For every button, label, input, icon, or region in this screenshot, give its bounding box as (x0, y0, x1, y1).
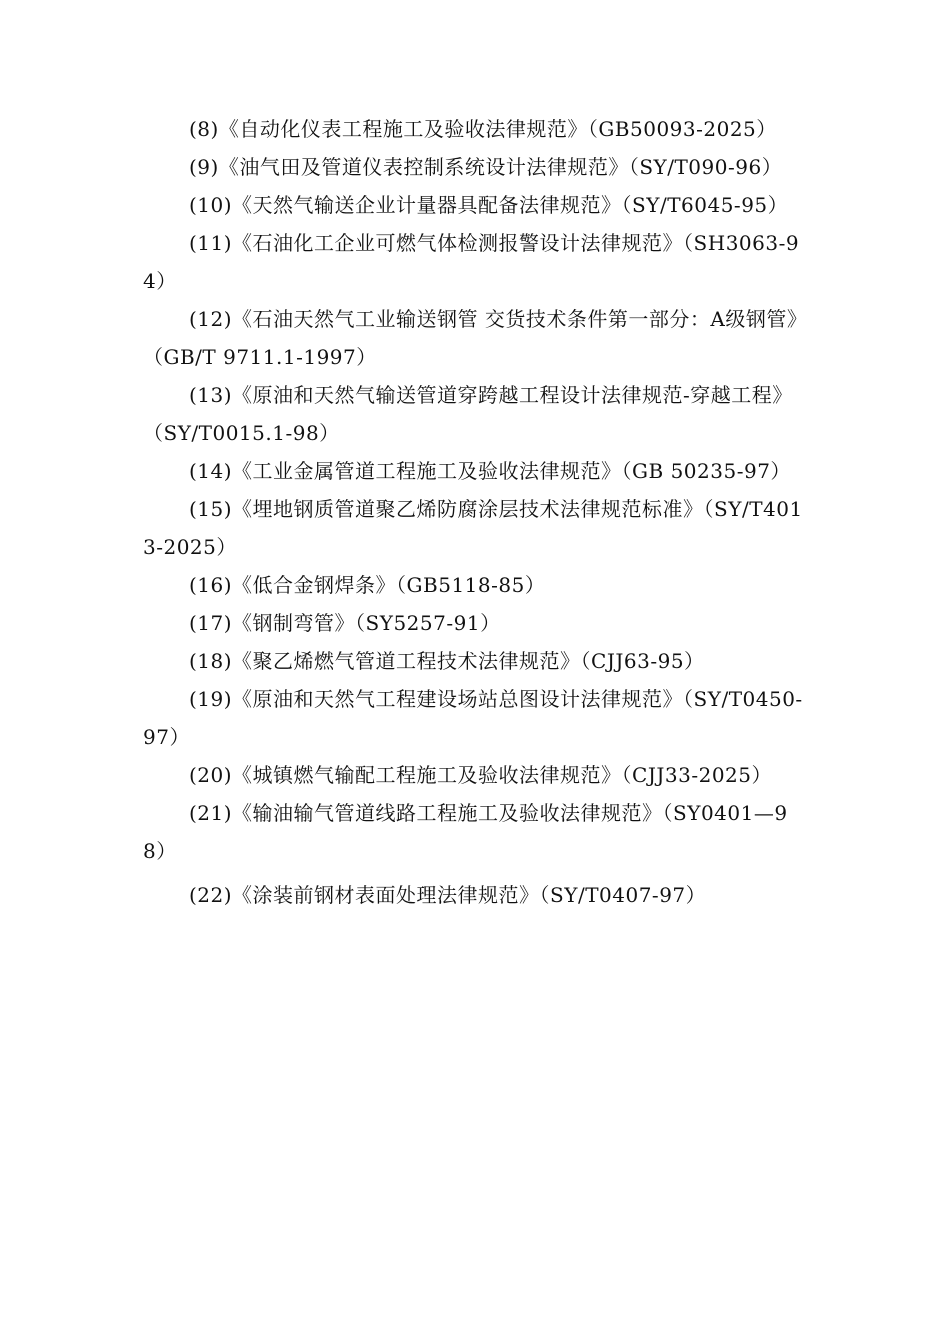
list-item: (19)《原油和天然气工程建设场站总图设计法律规范》（SY/T0450-97） (143, 687, 803, 749)
list-item: (10)《天然气输送企业计量器具配备法律规范》（SY/T6045-95） (189, 193, 789, 217)
list-item: (8)《自动化仪表工程施工及验收法律规范》（GB50093-2025） (189, 117, 777, 141)
list-item: (21)《输油输气管道线路工程施工及验收法律规范》（SY0401—98） (143, 801, 788, 863)
list-item: (12)《石油天然气工业输送钢管 交货技术条件第一部分：A级钢管》（GB/T 9711.1-1997） (143, 307, 808, 369)
list-item: (22)《涂装前钢材表面处理法律规范》（SY/T0407-97） (189, 883, 707, 907)
list-item: (16)《低合金钢焊条》（GB5118-85） (189, 573, 546, 597)
list-item: (15)《埋地钢质管道聚乙烯防腐涂层技术法律规范标准》（SY/T4013-2025） (143, 497, 803, 559)
list-item: (20)《城镇燃气输配工程施工及验收法律规范》（CJJ33-2025） (189, 763, 772, 787)
standards-list (143, 110, 811, 914)
list-item: (14)《工业金属管道工程施工及验收法律规范》（GB 50235-97） (189, 459, 791, 483)
list-item: (9)《油气田及管道仪表控制系统设计法律规范》（SY/T090-96） (189, 155, 783, 179)
list-item: (11)《石油化工企业可燃气体检测报警设计法律规范》（SH3063-94） (143, 231, 800, 293)
list-item: (18)《聚乙烯燃气管道工程技术法律规范》（CJJ63-95） (189, 649, 705, 673)
list-item: (17)《钢制弯管》（SY5257-91） (189, 611, 501, 635)
list-item: (13)《原油和天然气输送管道穿跨越工程设计法律规范-穿越工程》（SY/T0015.1-98） (143, 383, 793, 445)
